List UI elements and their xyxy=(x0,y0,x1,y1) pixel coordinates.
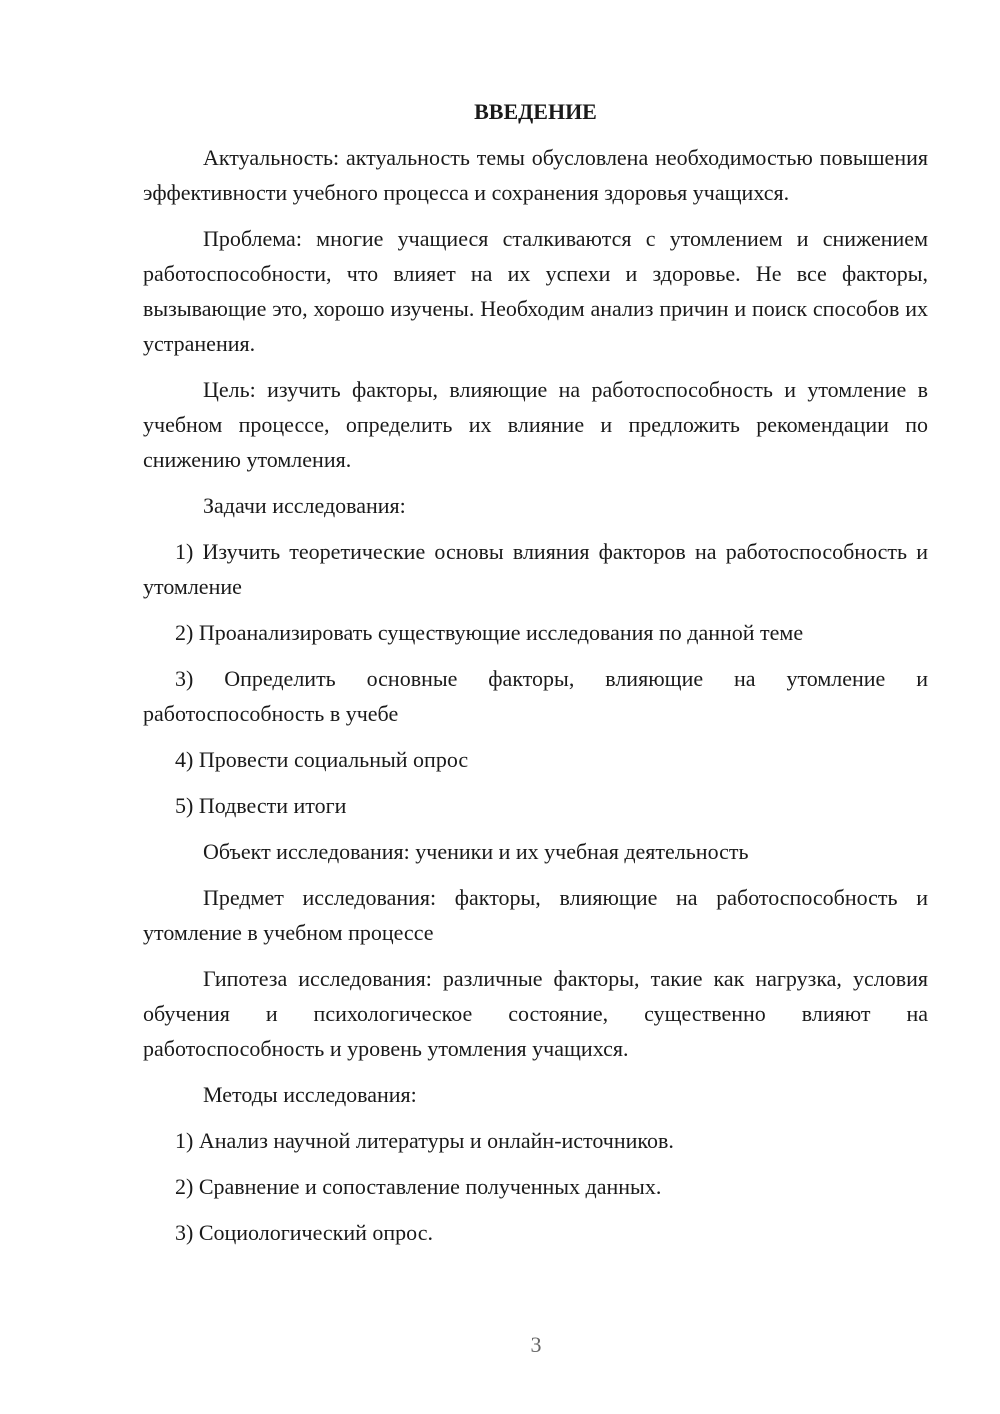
section-title: ВВЕДЕНИЕ xyxy=(474,99,597,124)
method-item-1: 1) Анализ научной литературы и онлайн-источников. xyxy=(175,1128,674,1153)
task-item-1: 1) Изучить теоретические основы влияния факторов на работоспособность и утомление xyxy=(143,539,928,599)
page-content xyxy=(143,94,928,1261)
task-item-3: 3) Определить основные факторы, влияющие на утомление и работоспособность в учебе xyxy=(143,666,928,726)
method-item-3: 3) Социологический опрос. xyxy=(175,1220,433,1245)
goal-paragraph: Цель: изучить факторы, влияющие на работоспособность и утомление в учебном процессе, определить их влияние и предложить рекомендации по снижению утомления. xyxy=(143,377,928,472)
method-item-2: 2) Сравнение и сопоставление полученных данных. xyxy=(175,1174,662,1199)
object-paragraph: Объект исследования: ученики и их учебная деятельность xyxy=(203,839,749,864)
task-item-5: 5) Подвести итоги xyxy=(175,793,347,818)
methods-heading: Методы исследования: xyxy=(203,1082,417,1107)
problem-paragraph: Проблема: многие учащиеся сталкиваются с утомлением и снижением работоспособности, что влияет на их успехи и здоровье. Не все факторы, вызывающие это, хорошо изучены. Необходим анализ причин и поиск способов их устранения. xyxy=(143,226,928,356)
hypothesis-paragraph: Гипотеза исследования: различные факторы, такие как нагрузка, условия обучения и психологическое состояние, существенно влияют на работоспособность и уровень утомления учащихся. xyxy=(143,966,928,1061)
subject-paragraph: Предмет исследования: факторы, влияющие на работоспособность и утомление в учебном процессе xyxy=(143,885,928,945)
page-number: 3 xyxy=(530,1332,542,1357)
relevance-paragraph: Актуальность: актуальность темы обусловлена необходимостью повышения эффективности учебного процесса и сохранения здоровья учащихся. xyxy=(143,145,928,205)
tasks-heading: Задачи исследования: xyxy=(203,493,406,518)
task-item-4: 4) Провести социальный опрос xyxy=(175,747,469,772)
task-item-2: 2) Проанализировать существующие исследования по данной теме xyxy=(175,620,804,645)
